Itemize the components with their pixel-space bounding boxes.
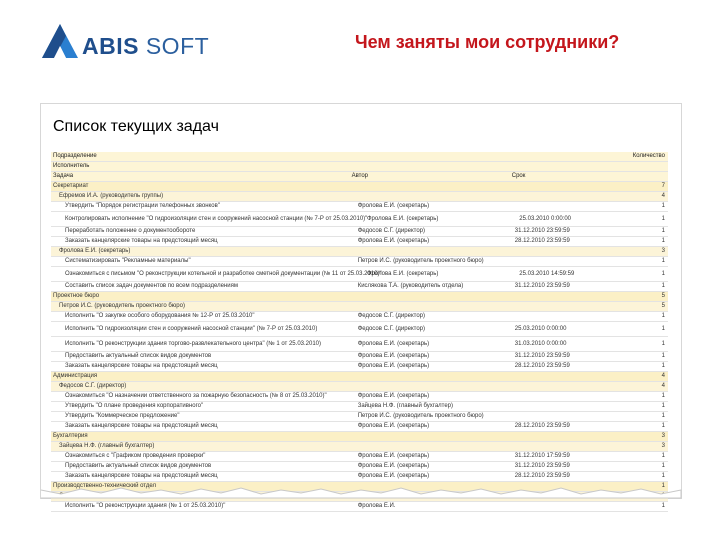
task-row (51, 237, 668, 247)
task-cell: Петров И.С. (руководитель проектного бюро) (59, 303, 185, 310)
group-row (51, 432, 668, 442)
count-cell: 1 (661, 463, 666, 470)
author-cell: Фролова Е.И. (секретарь) (357, 473, 430, 480)
count-cell: 4 (661, 193, 665, 200)
task-cell: Заказать канцелярские товары на предстоящий месяц (65, 363, 218, 370)
author-cell: Фролова Е.И. (секретарь) (357, 203, 430, 210)
task-row (51, 392, 668, 402)
count-cell: 1 (661, 228, 666, 235)
author-cell: Кислякова Т.А. (руководитель отдела) (357, 283, 464, 290)
count-cell: 7 (661, 183, 665, 190)
author-cell: Фролова Е.И. (секретарь) (357, 363, 430, 370)
task-cell: Федосов С.Г. (директор) (59, 383, 127, 390)
task-row (51, 502, 668, 512)
task-cell: Утвердить "О плане проведения корпоративного" (65, 403, 204, 410)
task-cell: Предоставить актуальный список видов документов (65, 463, 212, 470)
author-cell: Фролова Е.И. (секретарь) (357, 340, 430, 347)
task-cell: Заказать канцелярские товары на предстоящий месяц (65, 423, 218, 430)
author-cell: Федосов С.Г. (директор) (357, 313, 425, 320)
report-title: Список текущих задач (53, 118, 219, 135)
task-cell: Исполнить "О реконструкции здания торгово-развлекательного центра" (№ 1 от 25.03.2010) (65, 340, 321, 347)
count-cell: 4 (661, 373, 665, 380)
task-cell: Ефремов И.А. (руководитель группы) (59, 193, 164, 200)
term-cell: 31.12.2010 17:59:59 (514, 453, 570, 460)
task-row (51, 472, 668, 482)
term-cell: 28.12.2010 23:59:59 (514, 363, 570, 370)
count-cell: 1 (661, 473, 666, 480)
author-cell: Фролова Е.И. (секретарь) (357, 393, 430, 400)
task-cell: Исполнить "О реконструкции здания (№ 1 от 25.03.2010)" (65, 503, 226, 510)
task-row (51, 422, 668, 432)
report-table (51, 152, 668, 512)
column-header-author: Автор (351, 173, 368, 180)
count-cell: 1 (661, 413, 666, 420)
count-cell: 1 (661, 270, 665, 277)
task-cell: Ознакомиться с "Графиком проведения проверки" (65, 453, 206, 460)
task-row (51, 352, 668, 362)
author-cell: Петров И.С. (руководитель проектного бюро) (357, 258, 484, 265)
column-header-task: Задача (53, 173, 74, 180)
term-cell: 25.03.2010 0:00:00 (514, 325, 567, 332)
report-rows (51, 182, 668, 512)
logo-wordmark (82, 33, 209, 60)
count-cell: 1 (661, 483, 665, 490)
author-cell: Федосов С.Г. (директор) (357, 228, 425, 235)
count-cell: 1 (661, 353, 666, 360)
term-cell: 25.03.2010 14:59:59 (519, 270, 575, 277)
group-row (51, 292, 668, 302)
count-cell: 5 (661, 293, 665, 300)
task-cell: Исполнить "О закупке особого оборудования № 12-Р от 25.03.2010" (65, 313, 255, 320)
author-cell: Фролова Е.И. (секретарь) (367, 270, 439, 277)
column-header-dept: Подразделение (53, 153, 97, 160)
author-cell: Фролова Е.И. (секретарь) (357, 353, 430, 360)
count-cell: 1 (661, 258, 666, 265)
column-header-count: Количество (632, 153, 665, 160)
count-cell: 4 (661, 383, 665, 390)
torn-edge (41, 484, 681, 498)
group-row (51, 372, 668, 382)
task-row (51, 452, 668, 462)
task-row (51, 212, 668, 227)
task-cell: Бухгалтерия (53, 433, 88, 440)
author-cell: Федосов С.Г. (директор) (357, 325, 425, 332)
count-cell: 3 (661, 443, 665, 450)
slide-title: Чем заняты мои сотрудники? (355, 32, 620, 52)
executor-row (51, 442, 668, 452)
task-row (51, 462, 668, 472)
executor-row (51, 192, 668, 202)
task-row (51, 202, 668, 212)
term-cell: 31.12.2010 23:59:59 (514, 353, 570, 360)
task-cell: Систематизировать "Рекламные материалы" (65, 258, 191, 265)
task-cell: Администрация (53, 373, 98, 380)
count-cell: 1 (661, 340, 666, 347)
term-cell: 31.12.2010 23:59:59 (514, 228, 570, 235)
executor-row (51, 382, 668, 392)
task-row (51, 362, 668, 372)
task-cell: Проектное бюро (53, 293, 100, 300)
task-cell: Контролировать исполнение "О гидроизоляции стен и сооружений насосной станции (№ 7-Р от 25.03.2010)" (65, 215, 368, 222)
task-row (51, 227, 668, 237)
task-row (51, 402, 668, 412)
count-cell: 5 (661, 303, 665, 310)
task-cell: Зайцева Н.Ф. (главный бухгалтер) (59, 443, 155, 450)
count-cell: 3 (661, 248, 665, 255)
term-cell: 31.12.2010 23:59:59 (514, 463, 570, 470)
count-cell: 1 (661, 393, 666, 400)
count-cell: 1 (661, 453, 666, 460)
task-cell: Исполнить "О гидроизоляции стен и сооружений насосной станции" (№ 7-Р от 25.03.2010) (65, 325, 318, 332)
logo-word-soft: SOFT (145, 33, 210, 59)
term-cell: 31.12.2010 23:59:59 (514, 283, 570, 290)
author-cell: Фролова Е.И. (секретарь) (367, 215, 439, 222)
task-cell: Заказать канцелярские товары на предстоящий месяц (65, 238, 218, 245)
header-row-executor (51, 162, 668, 172)
column-header-executor: Исполнитель (53, 163, 90, 170)
task-cell: Утвердить "Коммерческое предложение" (65, 413, 180, 420)
count-cell: 1 (661, 313, 666, 320)
term-cell: 25.03.2010 0:00:00 (519, 215, 571, 222)
task-cell: Ознакомиться "О назначении ответственного за пожарную безопасность (№ 8 от 25.03.2010)" (65, 393, 327, 400)
count-cell: 1 (661, 238, 666, 245)
task-row (51, 267, 668, 282)
task-cell: Заказать канцелярские товары на предстоящий месяц (65, 473, 218, 480)
report-document (40, 103, 682, 510)
task-row (51, 282, 668, 292)
author-cell: Зайцева Н.Ф. (главный бухгалтер) (357, 403, 454, 410)
abis-soft-logo (40, 22, 210, 72)
count-cell: 1 (661, 325, 666, 332)
task-cell: Утвердить "Порядок регистрации телефонных звонков" (65, 203, 220, 210)
author-cell: Фролова Е.И. (секретарь) (357, 453, 430, 460)
executor-row (51, 302, 668, 312)
task-cell: Предоставить актуальный список видов документов (65, 353, 212, 360)
executor-row (51, 247, 668, 257)
task-row (51, 412, 668, 422)
count-cell: 1 (661, 503, 666, 510)
author-cell: Фролова Е.И. (секретарь) (357, 423, 430, 430)
count-cell: 1 (661, 215, 665, 222)
count-cell: 1 (661, 203, 666, 210)
count-cell: 1 (661, 423, 666, 430)
header-row-dept (51, 152, 668, 162)
abis-logo-icon (40, 22, 80, 62)
author-cell: Фролова Е.И. (секретарь) (357, 238, 430, 245)
task-cell: Переработать положение о документообороте (65, 228, 196, 235)
task-row (51, 257, 668, 267)
task-cell: Ознакомиться с письмом "О реконструкции котельной и разработке сметной документации (№ 11 от 25.03.2010)" (65, 270, 382, 277)
task-cell: Составить список задач документов по всем подразделениям (65, 283, 238, 290)
task-row (51, 337, 668, 352)
logo-word-abis: ABIS (82, 33, 139, 59)
group-row (51, 182, 668, 192)
term-cell: 28.12.2010 23:59:59 (514, 238, 570, 245)
task-cell: Секретариат (53, 183, 89, 190)
header-row-task (51, 172, 668, 182)
count-cell: 1 (661, 363, 666, 370)
term-cell: 28.12.2010 23:59:59 (514, 473, 570, 480)
term-cell: 31.03.2010 0:00:00 (514, 340, 567, 347)
task-row (51, 322, 668, 337)
task-row (51, 312, 668, 322)
task-cell: Производственно-технический отдел (53, 483, 156, 490)
author-cell: Петров И.С. (руководитель проектного бюро) (357, 413, 484, 420)
column-header-term: Срок (511, 173, 526, 180)
task-cell: Фролова Е.И. (секретарь) (59, 248, 131, 255)
count-cell: 1 (661, 403, 666, 410)
author-cell: Фролова Е.И. (357, 503, 396, 510)
count-cell: 3 (661, 433, 665, 440)
author-cell: Фролова Е.И. (секретарь) (357, 463, 430, 470)
count-cell: 1 (661, 283, 666, 290)
term-cell: 28.12.2010 23:59:59 (514, 423, 570, 430)
